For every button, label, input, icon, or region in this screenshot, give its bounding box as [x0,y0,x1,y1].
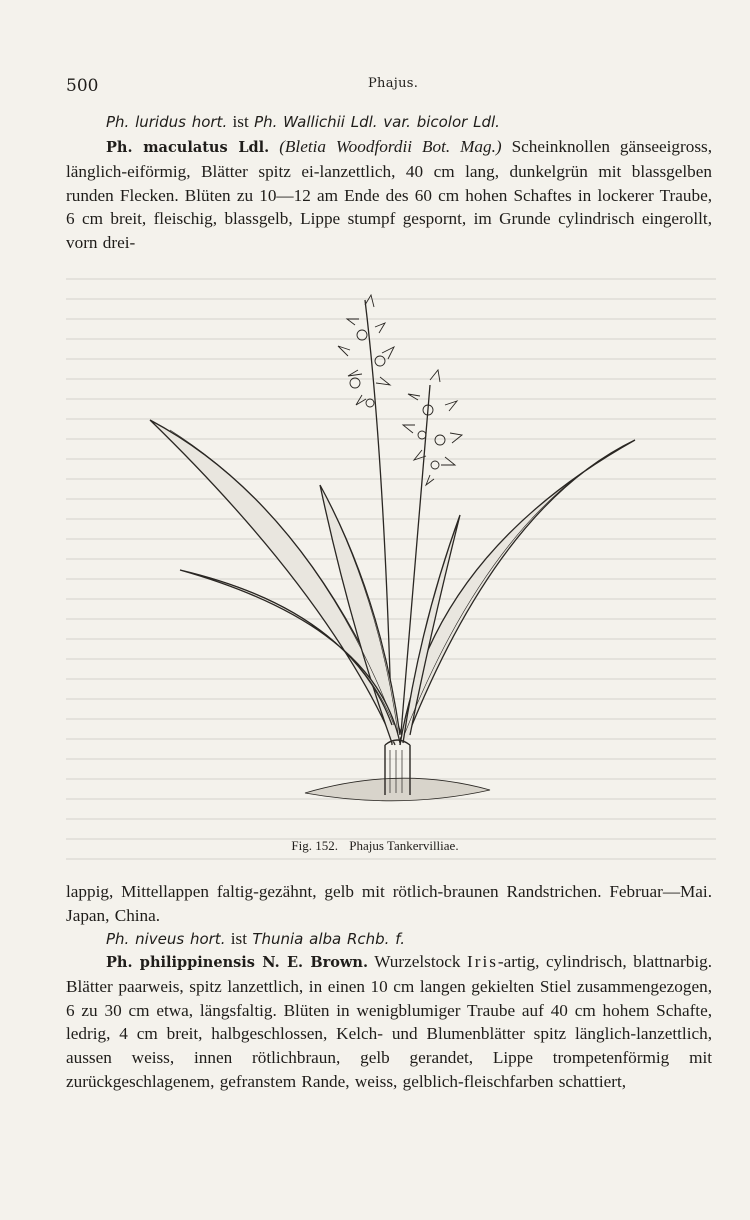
running-head: Phajus. [368,76,419,91]
entry-maculatus-continued [66,880,712,928]
description: Scheinknollen gänseeigross, länglich-eiförmig, Blätter spitz ei-lanzettlich, 40 cm lang, dunkelgrün mit blassgelben runden Flecken. Blüten zu 10—12 am Ende des 60 cm hohen Schaftes in lockerer Traube, 6 cm breit, fleischig, blassgelb, Lippe stumpf gespornt, im Grunde cylindrisch eingerollt, vorn drei- [66,137,713,253]
species-name: Ph. philippinensis N. E. Brown. [106,954,368,971]
species-name: Ph. luridus hort. [106,113,228,131]
figure-number: Fig. 152. [291,838,338,853]
description-b: -artig, cylindrisch, blattnarbig. Blätter paarweis, spitz lanzettlich, in einen 10 cm langen gekielten Stiel zusammengezogen, 6 zu 30 cm etwa, längsfaltig. Blüten in wenigblumiger Traube auf 40 cm hohem Schafte, ledrig, 4 cm breit, halbgeschlossen, Kelch- und Blumenblätter spitz länglich-lanzettlich, aussen weiss, innen rötlichbraun, gelb gerandet, Lippe trompetenförmig mit zurückgeschlagenem, gefranstem Rande, weiss, gelblich-fleischfarben schattiert, [66,952,712,1091]
iris-term: Iris [467,952,498,971]
description-a: Wurzelstock [374,952,461,971]
entry-luridus [66,110,712,135]
figure-caption [0,838,750,854]
page-number: 500 [66,76,99,96]
connector: ist [230,929,248,948]
species-name: Ph. Wallichii Ldl. var. bicolor Ldl. [254,113,500,131]
page-header [66,76,706,100]
description: lappig, Mittellappen faltig-gezähnt, gelb mit rötlich-braunen Randstrichen. Februar—Mai. Japan, China. [66,882,712,925]
entry-maculatus [66,135,712,255]
connector: ist [232,112,249,131]
species-name: Thunia alba Rchb. f. [252,930,405,948]
species-name: Ph. niveus hort. [106,930,226,948]
figure-title: Phajus Tankervilliae. [349,838,459,853]
species-name: Ph. maculatus Ldl. [106,139,270,156]
orchid-drawing [100,265,660,825]
synonym: (Bletia Woodfordii Bot. Mag.) [279,137,502,156]
entry-niveus [66,927,712,952]
entry-philippinensis [66,950,712,1094]
plant-illustration [100,265,660,825]
